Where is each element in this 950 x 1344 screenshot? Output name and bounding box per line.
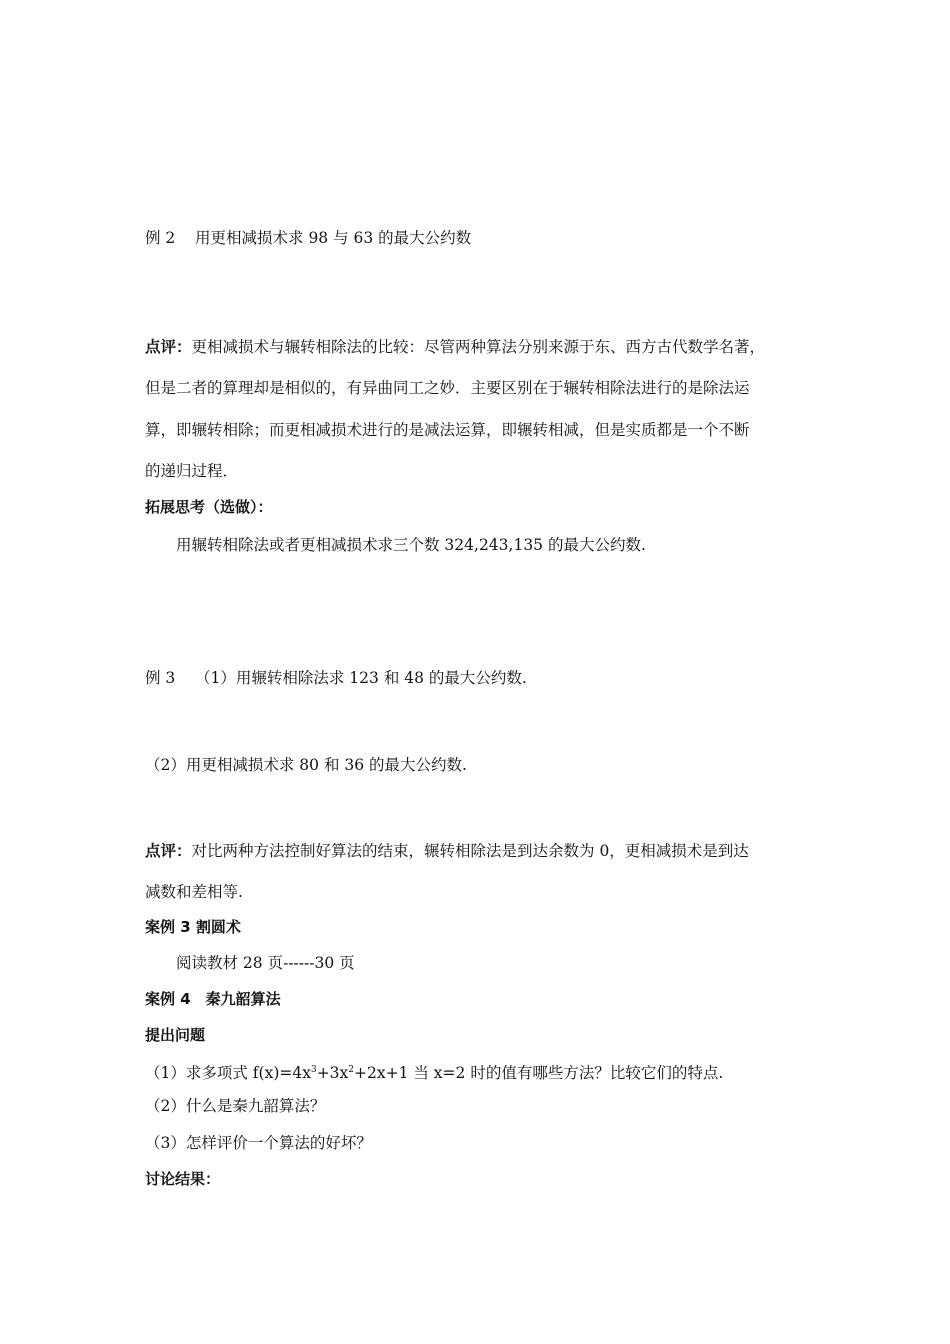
discussion-title: 讨论结果：	[145, 1170, 221, 1188]
question-3: （3）怎样评价一个算法的好坏？	[145, 1134, 372, 1152]
comment2-line1	[145, 841, 749, 861]
comment1-line1	[145, 337, 765, 357]
question-1	[145, 1060, 723, 1083]
comment1-line3: 算，即辗转相除；而更相减损术进行的是减法运算，即辗转相减，但是实质都是一个不断	[145, 421, 750, 439]
case3-text: 阅读教材 28 页------30 页	[176, 954, 355, 972]
q1-mid: +3x	[316, 1064, 349, 1082]
example3-part1: （1）用辗转相除法求 123 和 48 的最大公约数.	[195, 669, 527, 687]
comment1-line2: 但是二者的算理却是相似的，有异曲同工之妙．主要区别在于辗转相除法进行的是除法运	[145, 379, 750, 397]
example3-part2: （2）用更相减损术求 80 和 36 的最大公约数.	[145, 756, 467, 774]
comment2-line2: 减数和差相等.	[145, 883, 243, 901]
extension-title: 拓展思考（选做）：	[145, 498, 273, 516]
case3-title: 案例 3 割圆术	[145, 918, 241, 936]
case4-title: 案例 4 秦九韶算法	[145, 990, 281, 1008]
q1-exponent-1: 3	[310, 1065, 317, 1075]
question-2: （2）什么是秦九韶算法？	[145, 1097, 326, 1115]
q1-exponent-2: 2	[348, 1065, 355, 1075]
comment2-label: 点评：	[145, 842, 192, 860]
questions-title: 提出问题	[145, 1026, 206, 1044]
extension-text: 用辗转相除法或者更相减损术求三个数 324,243,135 的最大公约数.	[176, 536, 646, 554]
example2-label: 例 2	[145, 229, 176, 247]
q1-prefix: （1）求多项式 f(x)=4x	[145, 1064, 311, 1082]
comment1-text1: 更相减损术与辗转相除法的比较：尽管两种算法分别来源于东、西方古代数学名著，	[191, 338, 766, 356]
q1-suffix: +2x+1 当 x=2 时的值有哪些方法？比较它们的特点.	[354, 1064, 724, 1082]
comment1-label: 点评：	[145, 338, 192, 356]
example3-label: 例 3	[145, 669, 176, 687]
example2-line	[145, 228, 471, 248]
example3-line1	[145, 668, 527, 688]
example2-text: 用更相减损术求 98 与 63 的最大公约数	[195, 229, 472, 247]
comment1-line4: 的递归过程．	[145, 462, 239, 480]
comment2-text1: 对比两种方法控制好算法的结束，辗转相除法是到达余数为 0，更相减损术是到达	[191, 842, 749, 860]
